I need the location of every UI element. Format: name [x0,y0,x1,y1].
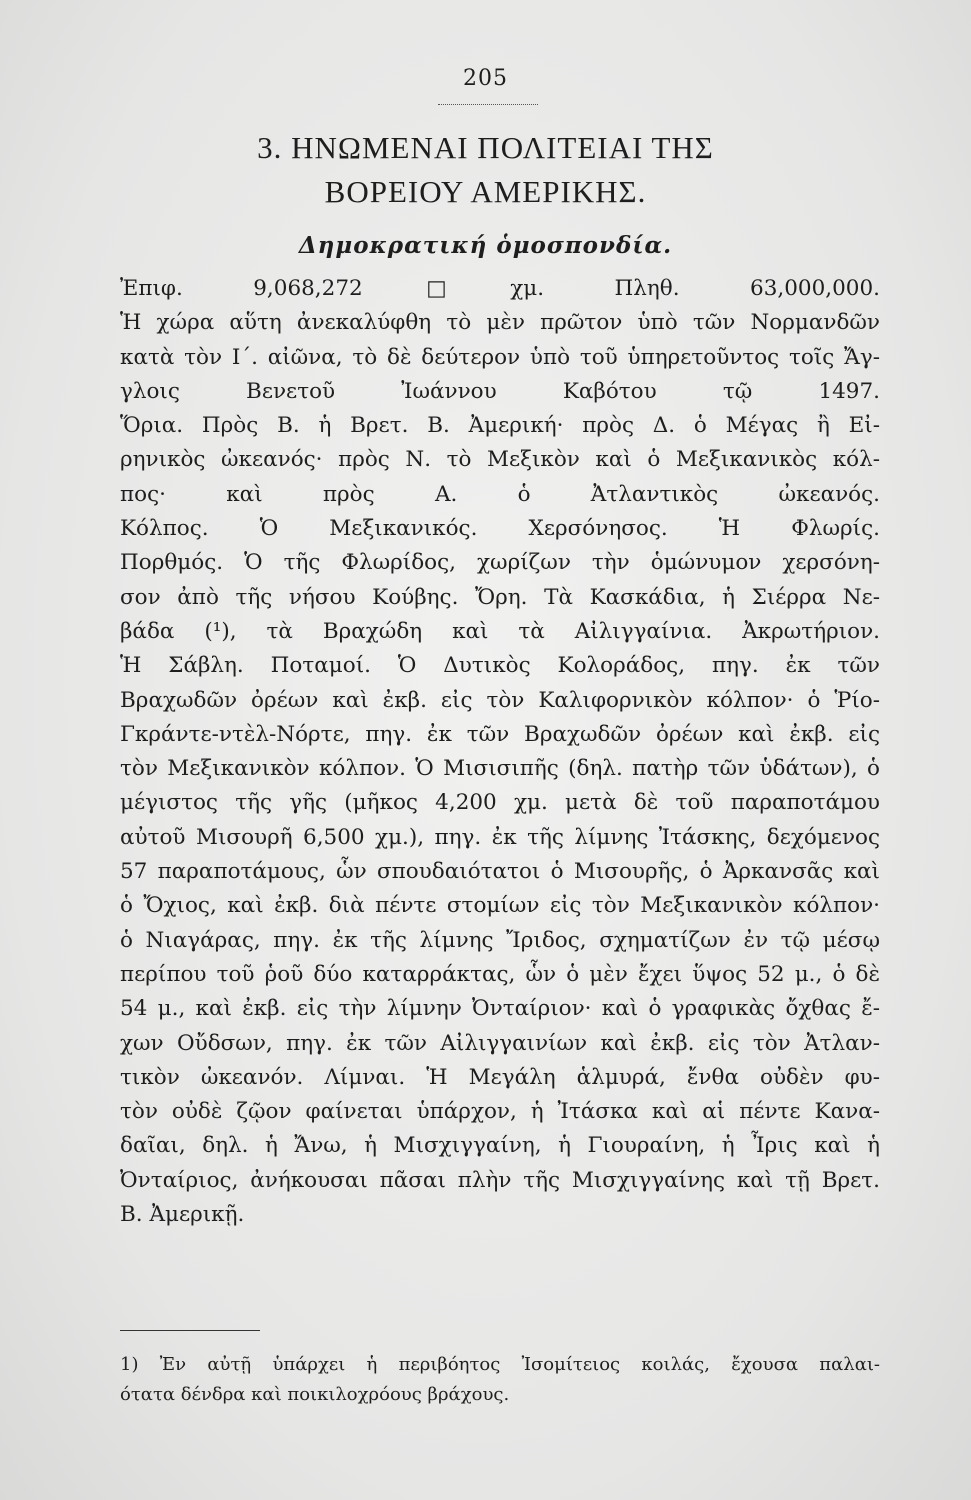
text-line: Γκράντε-ντὲλ-Νόρτε, πηγ. ἐκ τῶν Βραχωδῶν ὀρέων καὶ ἐκβ. εἰς [120,721,880,747]
text-line: Πορθμός. Ὁ τῆς Φλωρίδος, χωρίζων τὴν ὁμώνυμον χερσόνη- [120,550,880,576]
chapter-title-line-1: 3. ΗΝΩΜΕΝΑΙ ΠΟΛΙΤΕΙΑΙ ΤΗΣ [257,130,714,165]
chapter-title-line-2: ΒΟΡΕΙΟΥ ΑΜΕΡΙΚΗΣ. [324,174,647,209]
text-line: 54 μ., καὶ ἐκβ. εἰς τὴν λίμνην Ὀνταίριον· καὶ ὁ γραφικὰς ὄχθας ἔ- [120,996,880,1022]
footnote-rule [120,1330,260,1331]
text-line: Β. Ἀμερικῇ. [120,1202,245,1228]
text-line: γλοις Βενετοῦ Ἰωάννου Καβότου τῷ 1497. [120,378,880,404]
chapter-subtitle: Δημοκρατική ὁμοσπονδία. [298,232,673,259]
text-line: ρηνικὸς ὠκεανός· πρὸς Ν. τὸ Μεξικὸν καὶ ὁ Μεξικανικὸς κόλ- [120,447,880,473]
text-line: πος· καὶ πρὸς Α. ὁ Ἀτλαντικὸς ὠκεανός. [120,481,880,507]
text-line: περίπου τοῦ ῥοῦ δύο καταρράκτας, ὧν ὁ μὲν ἔχει ὕψος 52 μ., ὁ δὲ [120,961,880,987]
text-line: Ἡ χώρα αὕτη ἀνεκαλύφθη τὸ μὲν πρῶτον ὑπὸ τῶν Νορμανδῶν [120,310,880,336]
text-line: ὁ Νιαγάρας, πηγ. ἐκ τῆς λίμνης Ἴριδος, σχηματίζων ἐν τῷ μέσῳ [120,927,880,953]
text-line: αὐτοῦ Μισουρῆ 6,500 χμ.), πηγ. ἐκ τῆς λίμνης Ἰτάσκης, δεχόμενος [120,824,880,850]
text-line: Ἡ Σάβλη. Ποταμοί. Ὁ Δυτικὸς Κολοράδος, πηγ. ἐκ τῶν [120,653,880,679]
page-number: 205 [463,66,508,91]
text-line: 57 παραποτάμους, ὧν σπουδαιότατοι ὁ Μισουρῆς, ὁ Ἀρκανσᾶς καὶ [120,859,880,885]
body-text [120,272,880,1232]
text-line: χων Οὔδσων, πηγ. ἐκ τῶν Αἰλιγγαινίων καὶ ἐκβ. εἰς τὸν Ἀτλαν- [120,1030,880,1056]
text-line: βάδα (¹), τὰ Βραχώδη καὶ τὰ Αἰλιγγαίνια. Ἀκρωτήριον. [120,618,880,644]
footnote-line: ότατα δένδρα καὶ ποικιλοχρόους βράχους. [120,1384,510,1405]
text-line: Ἐπιφ. 9,068,272□χμ. Πληθ. 63,000,000. [120,276,880,301]
text-line: τὸν Μεξικανικὸν κόλπον. Ὁ Μισισιπῆς (δηλ. πατὴρ τῶν ὑδάτων), ὁ [120,756,880,782]
text-line: τὸν οὐδὲ ζῷον φαίνεται ὑπάρχον, ἡ Ἰτάσκα καὶ αἱ πέντε Κανα- [120,1099,880,1125]
text-line: Ὀνταίριος, ἀνήκουσαι πᾶσαι πλὴν τῆς Μισχιγγαίνης καὶ τῇ Βρετ. [120,1167,880,1193]
page-number-rule [438,98,538,105]
text-line: Κόλπος. Ὁ Μεξικανικός. Χερσόνησος. Ἡ Φλωρίς. [120,516,880,542]
text-line: κατὰ τὸν Ι΄. αἰῶνα, τὸ δὲ δεύτερον ὑπὸ τοῦ ὑπηρετοῦντος τοῖς Ἄγ- [120,344,880,370]
footnote-line: 1) Ἐν αὐτῇ ὑπάρχει ἡ περιβόητος Ἰσομίτειος κοιλάς, ἔχουσα παλαι- [120,1354,880,1375]
text-line: σον ἀπὸ τῆς νήσου Κούβης. Ὄρη. Τὰ Κασκάδια, ἡ Σιέρρα Νε- [120,584,880,610]
text-line: ὁ Ὄχιος, καὶ ἐκβ. διὰ πέντε στομίων εἰς τὸν Μεξικανικὸν κόλπον· [120,893,880,919]
text-line: μέγιστος τῆς γῆς (μῆκος 4,200 χμ. μετὰ δὲ τοῦ παραποτάμου [120,790,880,816]
text-line: τικὸν ὠκεανόν. Λίμναι. Ἡ Μεγάλη ἁλμυρά, ἔνθα οὐδὲν φυ- [120,1064,880,1090]
footnote [120,1350,880,1410]
text-line: δαῖαι, δηλ. ἡ Ἄνω, ἡ Μισχιγγαίνη, ἡ Γιουραίνη, ἡ Ἶρις καὶ ἡ [120,1133,880,1159]
text-line: Ὅρια. Πρὸς Β. ἡ Βρετ. Β. Ἀμερική· πρὸς Δ. ὁ Μέγας ἢ Εἰ- [120,413,880,439]
text-line: Βραχωδῶν ὀρέων καὶ ἐκβ. εἰς τὸν Καλιφορνικὸν κόλπον· ὁ Ῥίο- [120,687,880,713]
